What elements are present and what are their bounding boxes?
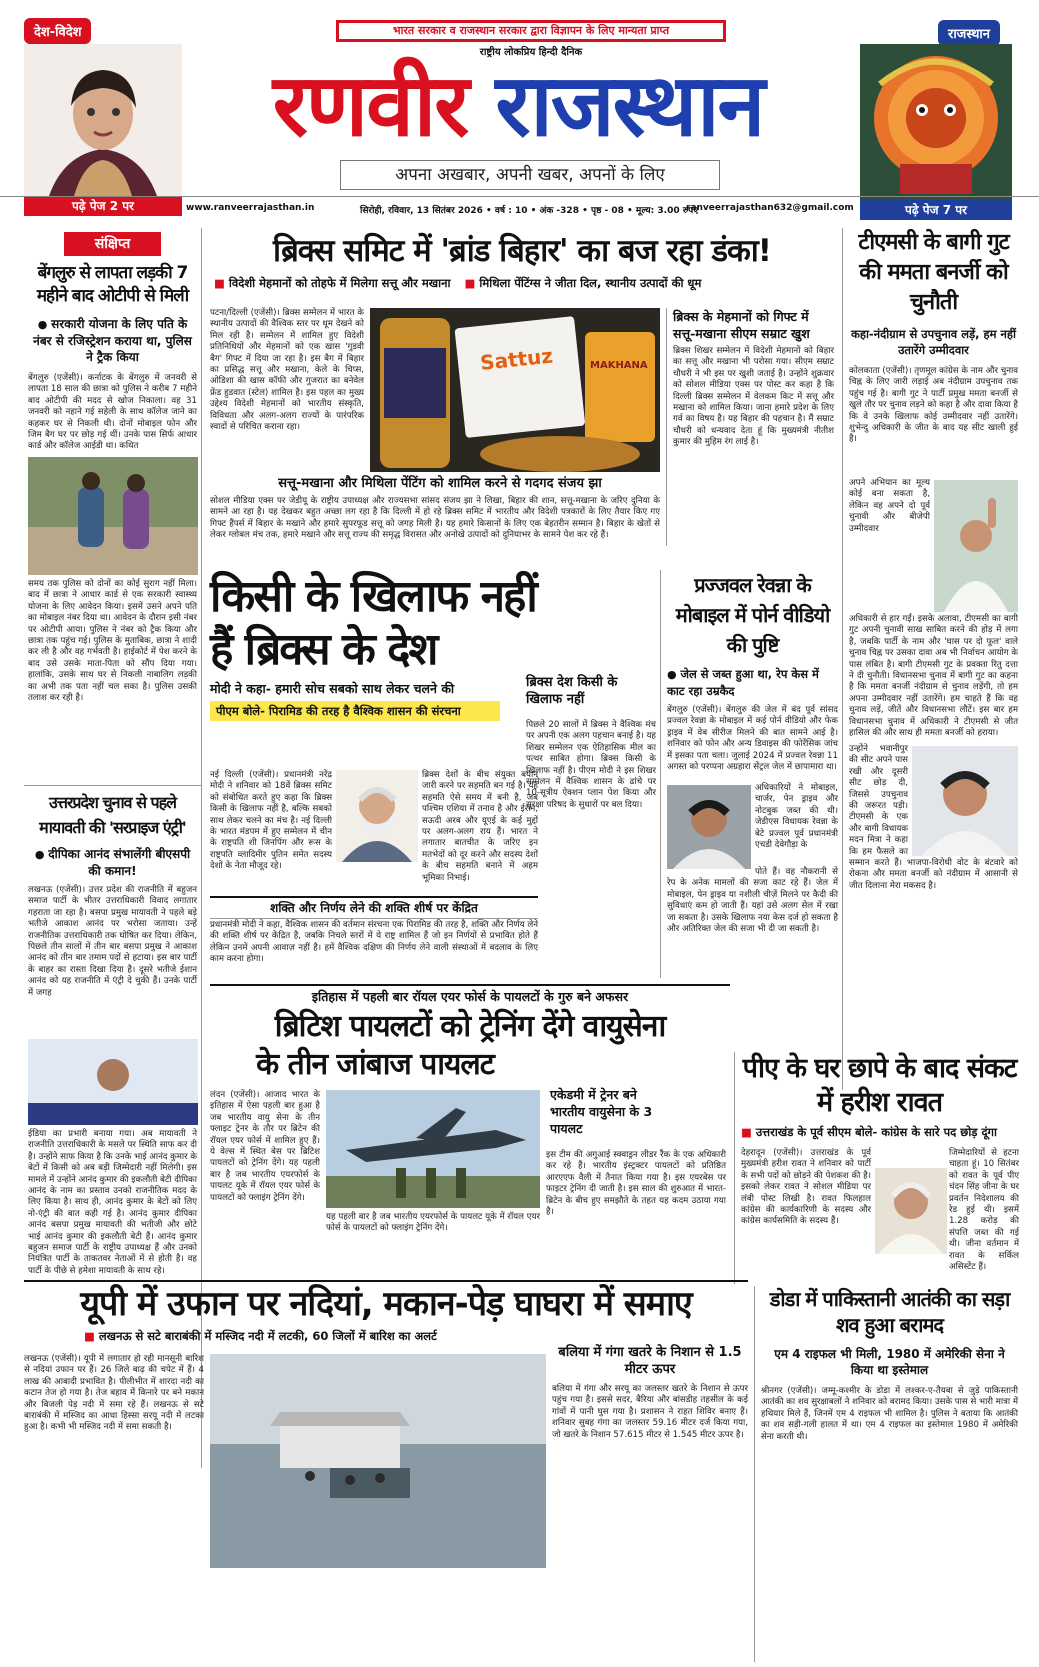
paper-title: [178, 56, 858, 156]
rawat-body-2: जिम्मेदारियों से हटना चाहता हूं। 10 सितंबर को रावत के पूर्व पीए चंदन सिंह जीना के घर प्रवर्तन निदेशालय की रेड हुई थी। इसमें 1.28 करोड़ की संपत्ति जब्त की गई थी। जीना वर्तमान में रावत के सर्किल असिस्टेंट हैं।: [949, 1148, 1019, 1273]
section-tag-desh-videsh[interactable]: देश-विदेश: [24, 18, 91, 44]
brics-nation-band-body: प्रधानमंत्री मोदी ने कहा, वैश्विक शासन की वर्तमान संरचना एक पिरामिड की तरह है, शक्ति और निर्णय लेने की शक्ति शीर्ष पर केंद्रित है, जबकि निचले स्तरों में ये राष्ट्र शामिल हैं जो इन निर्णयों से प्रभावित होते हैं लेकिन उनमें अपनी आवाज़ नहीं है। हमें वैश्विक दक्षिण की निर्णय लेने वाली संस्थाओं में बदलाव के लिए काम करना होगा।: [210, 920, 538, 965]
iaf-headline-1[interactable]: ब्रिटिश पायलटों को ट्रेनिंग देंगे वायुसेना: [274, 1009, 666, 1044]
brics-brand-side-body: ब्रिक्स शिखर सम्मेलन में विदेशी मेहमानों को बिहार का सत्तू और मखाना भी परोसा गया। सीएम सम्राट चौधरी ने भी इस पर खुशी जताई है। उन्होंने शुक्रवार को सोशल मीडिया एक्स पर पोस्ट कर कहा है कि दिल्ली ब्रिक्स सम्मेलन में वेलकम किट में सत्तू और मखाना को शामिल किया। जाना हमारे प्रदेश के लिए गर्व का विषय है। यह बिहार की पहचान है। मैं सम्राट चौधरी को धन्यवाद देता हूं कि मुख्यमंत्री नीतीश कुमार की मुहिम रंग लाई है।: [673, 346, 834, 448]
brics-nation-body: नई दिल्ली (एजेंसी)। प्रधानमंत्री नरेंद्र मोदी ने शनिवार को 18वें ब्रिक्स समिट को संबोधित करते हुए कहा कि ब्रिक्स किसी के खिलाफ नहीं है, बल्कि सबको साथ लेकर चलने का मंच है। नई दिल्ली के भारत मंडपम में हुए सम्मेलन में चीन के राष्ट्रपति शी जिनपिंग और रूस के राष्ट्रपति व्लादिमीर पुतिन समेत सदस्य देशों के नेता मौजूद रहे।: [210, 770, 332, 872]
brics-brand-body: पटना/दिल्ली (एजेंसी)। ब्रिक्स सम्मेलन में भारत के स्थानीय उत्पादों की वैश्विक स्तर पर धूम देखने को मिल रही है। सम्मेलन में शामिल हुए विदेशी प्रतिनिधियों और मेहमानों को एक खास 'गुडवी बैग' गिफ्ट में दिया जा रहा है। इस बैग में बिहार का प्रसिद्ध सत्तू और मखाना, केले के चिप्स, ओडिशा की खास कॉफी और गुजरात का बनेवेल फ्रेंड हुडवात (स्टेल) शामिल है। इस पहल का मुख्य उद्देश्य विदेशी मेहमानों को भारतीय संस्कृति, विविधता और अलग-अलग राज्यों के पारंपरिक स्वादों से परिचित कराना रहा।: [210, 308, 364, 433]
tmc-body-3: उन्होंने भवानीपुर की सीट अपने पास रखी और दूसरी सीट छोड़ दी, जिससे उपचुनाव की जरूरत पड़ी। टीएमसी के एक और बागी विधायक मदन मित्रा ने कहा कि हम फैसले का सम्मान करते हैं। भाजपा-विरोधी वोट के बंटवारे को रोकना और ममता बनर्जी को नंदीग्राम में आसानी से जीत दिलाना मेरा मकसद है।: [849, 744, 1018, 891]
doda-body: श्रीनगर (एजेंसी)। जम्मू-कश्मीर के डोडा में लश्कर-ए-तैयबा से जुड़े पाकिस्तानी आतंकी का शव सुरक्षाबलों ने शनिवार को बरामद किया। उसके पास से भारी मात्रा में हथियार मिले हैं, जिनमें एम 4 राइफल भी शामिल है। पुलिस ने बताया कि आतंकी का शव सड़ी-गली हालत में था। एम 4 राइफल का इस्तेमाल 1980 में अमेरिकी सेना करती थी।: [761, 1386, 1018, 1442]
story-mayawati-headline[interactable]: उत्तरप्रदेश चुनाव से पहले मायावती की 'सरप्राइज एंट्री': [39, 793, 186, 837]
brics-nation-body-2: ब्रिक्स देशों के बीच संयुक्त बयान जारी करने पर सहमति बन गई है। यह सहमति ऐसे समय में बनी है, जब पश्चिम एशिया में तनाव है और ईरान, सऊदी अरब और यूएई के कई मुद्दों पर अलग-अलग राय हैं। भारत ने लगातार बातचीत के जरिए इन मतभेदों को दूर करने और सदस्य देशों के बीच सहमति बनाने में अहम भूमिका निभाई।: [422, 770, 538, 883]
doda-headline[interactable]: डोडा में पाकिस्तानी आतंकी का सड़ा शव हुआ बरामद: [769, 1287, 1010, 1337]
story-mayawati-sub: ● दीपिका आनंद संभालेंगी बीएसपी की कमान!: [24, 840, 201, 885]
prajwal-headline[interactable]: प्रज्जवल रेवन्ना के मोबाइल में पोर्न वीडियो की पुष्टि: [675, 573, 830, 657]
tmc-sub: कहा-नंदीग्राम से उपचुनाव लड़ें, हम नहीं उतारेंगे उम्मीदवार: [851, 327, 1016, 357]
brics-gift-photo: [370, 308, 660, 472]
story-bengaluru-body-2: समय तक पुलिस को दोनों का कोई सुराग नहीं मिला। बाद में छात्रा ने आधार कार्ड से एक सरकारी स्वास्थ्य योजना के लिए आवेदन किया। इसमें उसने अपने पति का मोबाइल नंबर दिया था। आवेदन के दौरान इसी नंबर पर ओटीपी आया। पुलिस ने नंबर को ट्रैक किया और छात्रा तक पहुंच गई। पुलिस के मुताबिक, छात्रा ने शादी कर ली है और वह गर्भवती है। हाईकोर्ट में पेश करने के बाद उसे उसके माता-पिता को सौंप दिया गया। हालांकि, उसके साथ घर से निकली नाबालिग लड़की का अभी तक पता नहीं चल सका है। पुलिस उसकी तलाश कर रही है।: [28, 579, 197, 704]
rawat-photo: [875, 1168, 947, 1254]
tmc-body: कोलकाता (एजेंसी)। तृणमूल कांग्रेस के नाम और चुनाव चिह्न के लिए जारी लड़ाई अब नंदीग्राम उपचुनाव तक पहुंच गई है। बागी गुट ने पार्टी प्रमुख ममता बनर्जी से खुले तौर पर चुनाव लड़ने को कहा है और दावा किया है कि वे उनके खिलाफ कोई उम्मीदवार नहीं उतारेंगे। शुभेन्दु अधिकारी के जीत के बाद यह सीट खाली हुई है।: [849, 366, 1018, 445]
flood-side-body: बलिया में गंगा और सरयू का जलस्तर खतरे के निशान से ऊपर पहुंच गया है। इससे सदर, बैरिया और बांसडीह तहसील के कई गांवों में पानी घुस गया है। प्रशासन ने राहत शिविर बनाए हैं। शनिवार सुबह गंगा का जलस्तर 59.16 मीटर दर्ज किया गया, जो खतरे के निशान 57.615 मीटर से 1.545 मीटर ऊपर है।: [552, 1384, 748, 1440]
tmc-story: [842, 228, 1018, 1090]
iaf-story: [210, 984, 730, 1276]
masthead-rule: [0, 196, 1039, 197]
paper-title-blue: राजस्थान: [495, 56, 764, 156]
doda-story: [754, 1286, 1018, 1662]
slogan: अपना अखबार, अपनी खबर, अपनों के लिए: [340, 160, 720, 190]
brics-brand-side-headline[interactable]: ब्रिक्स के मेहमानों को गिफ्ट में सत्तू-मखाना सीएम सम्राट खुश: [673, 309, 810, 341]
prajwal-body: बेंगलुरु (एजेंसी)। बेंगलुरु की जेल में बंद पूर्व सांसद प्रज्वल रेवन्ना के मोबाइल में कई पोर्न वीडियो और फेक ड्राइव में वेब सीरीज मिलने की बात सामने आई है। शनिवार को फोन और अन्य डिवाइस की फोरेंसिक जांच में इसका पता चला। जुलाई 2024 में प्रज्वल रेवन्ना 11 अगस्त को परप्पना अग्रहारा सेंट्रल जेल में छापामारा था।: [667, 705, 838, 773]
flood-headline[interactable]: यूपी में उफान पर नदियां, मकान-पेड़ घाघरा में समाए: [80, 1284, 692, 1324]
brics-brand-sub-1: ■ विदेशी मेहमानों को तोहफे में मिलेगा सत्तू और मखाना: [214, 276, 451, 290]
prajwal-story: [660, 570, 838, 978]
story-mayawati-photo: [28, 1039, 198, 1125]
left-portrait-photo: [24, 44, 182, 196]
story-bengaluru-headline[interactable]: बेंगलुरु से लापता लड़की 7 महीने बाद ओटीपी से मिली: [36, 263, 189, 306]
website-link[interactable]: www.ranveerrajasthan.in: [186, 203, 315, 213]
iaf-jet-photo: [326, 1090, 540, 1208]
dateline: सिरोही, रविवार, 13 सितंबर 2026 • वर्ष : 10 • अंक -328 • पृष्ठ - 08 • मूल्य: 3.00 रुपए: [360, 206, 699, 216]
tmc-body-continued: अपने अभियान का मूल्य कोई बना सकता है, लेकिन वह अपने दो पूर्व चुनावी और बीजेपी उम्मीदवार: [849, 478, 930, 534]
brics-nation-side-head: ब्रिक्स देश किसी के खिलाफ नहीं: [526, 675, 618, 707]
section-tag-rajasthan[interactable]: राजस्थान: [938, 20, 1000, 46]
flood-body: लखनऊ (एजेंसी)। यूपी में लगातार हो रही मानसूनी बारिश से नदियां उफान पर हैं। 26 जिले बाढ़ की चपेट में हैं। 4 लाख की आबादी प्रभावित है। पीलीभीत में शारदा नदी का कटान तेज हो गया है। तेज बहाव में किनारे पर बने मकान और बिजली पेड़ नदी में समा रहे हैं। लखनऊ से सटे बाराबंकी में मस्जिद का आधा हिस्सा सरयू नदी में लटका हुआ है। कभी भी मस्जिद नदी में समा सकती है।: [24, 1354, 204, 1433]
brics-brand-headline[interactable]: ब्रिक्स समिट में 'ब्रांड बिहार' का बज रहा डंका!: [273, 233, 771, 269]
divider: [24, 785, 201, 786]
brics-brand-bihar: [210, 228, 834, 566]
brics-brand-caption-body: सोशल मीडिया एक्स पर जेडीयू के राष्ट्रीय उपाध्यक्ष और राज्यसभा सांसद संजय झा ने लिखा, बिहार की शान, सत्तू-मखाना के जरिए दुनिया के सामने आ रहा है। यह देखकर बहुत अच्छा लग रहा है कि दिल्ली में हो रहे ब्रिक्स समिट में भारतीय और विदेशी पत्रकारों के लिए तैयार किए गए गिफ्ट हैंपर्स में बिहार के मखाने और हमारे सुपरफूड सत्तू को जगह मिली है। यह हमारे किसानों के लिए एक बेहतरीन सम्मान है। बिहार के खेतों से लेकर ग्लोबल मंच तक, हमारे मखाने और सत्तू राज्य की समृद्ध विरासत और अनोखे उत्पादों को दुनियाभर के सामने पेश कर रहे हैं।: [210, 496, 660, 541]
story-mayawati-body: लखनऊ (एजेंसी)। उत्तर प्रदेश की राजनीति में बहुजन समाज पार्टी के भीतर उत्तराधिकारी विवाद लगातार गहराता जा रहा है। बसपा प्रमुख मायावती ने पहले बड़े भतीजे आकाश आनंद पर भरोसा जताया। उन्हें राजनीतिक उत्तराधिकारी तक घोषित कर दिया। लेकिन, पिछले तीन सालों में तीन बार बसपा प्रमुख ने आकाश आनंद को तीन बार तमाम पदों से हटाया। इस बार पार्टी के बाहर का रास्ता दिखा दिया है। दूसरे भतीजे ईशान आनंद को यह राजनीति में एंट्री दे चुकी हैं। उनके पार्टी में जगह: [28, 885, 197, 998]
flood-sub: ■ लखनऊ से सटे बाराबंकी में मस्जिद नदी में लटकी, 60 जिलों में बारिश का अलर्ट: [84, 1329, 437, 1343]
rawat-story: [734, 1052, 1018, 1284]
rawat-headline[interactable]: पीए के घर छापे के बाद संकट में हरीश रावत: [742, 1053, 1017, 1118]
packet-label-sattuz: Sattuz: [478, 343, 554, 376]
brics-brand-subs: [214, 276, 830, 291]
brics-brand-caption-head: सत्तू-मखाना और मिथिला पेंटिंग को शामिल करने से गदगद संजय झा: [278, 476, 602, 491]
prajwal-body-2: पोते हैं। वह नौकरानी से रेप के अनेक मामलों की सजा काट रहे हैं। जेल में मोबाइल, पेन ड्राइव या नशीली चीज़ें मिलने पर कैदी की सुविधाएं कम हो जाती हैं। यहां उसे अलग सेल में रखा जा सकता है। उसके खिलाफ नया केस दर्ज हो सकता है और अतिरिक्त जेल की सजा भी दी जा सकती है।: [667, 867, 838, 935]
modi-photo: [336, 770, 418, 862]
iaf-side-headline: एकेडमी में ट्रेनर बने भारतीय वायुसेना के 3 पायलट: [550, 1087, 653, 1136]
brics-nation-side-body: पिछले 20 सालों में ब्रिक्स ने वैश्विक मंच पर अपनी एक अलग पहचान बनाई है। यह शिखर सम्मेलन एक ऐतिहासिक मील का पत्थर साबित होगा। ब्रिक्स किसी के खिलाफ नहीं है। पीएम मोदी ने इस शिखर सम्मेलन में वैश्विक शासन के ढांचे पर 10-सूत्रीय ऐक्शन प्लान पेश किया और सुरक्षा परिषद के सुधारों पर बल दिया।: [526, 720, 656, 810]
prajwal-photo: [667, 785, 751, 869]
iaf-headline-2[interactable]: के तीन जांबाज पायलट: [256, 1047, 494, 1082]
brics-nation-headline-2[interactable]: हैं ब्रिक्स के देश: [210, 624, 437, 675]
left-more-link[interactable]: पढ़े पेज 2 पर: [24, 196, 182, 216]
rawat-sub: ■ उत्तराखंड के पूर्व सीएम बोले- कांग्रेस के सारे पद छोड़ दूंगा: [741, 1125, 998, 1139]
iaf-body: लंदन (एजेंसी)। आजाद भारत के इतिहास में ऐसा पहली बार हुआ है जब भारतीय वायु सेना के तीन फ्लाइट ट्रेनर के तौर पर ब्रिटेन की रॉयल एयर फोर्स में शामिल हुए हैं। ये वेल्स में स्थित बेस पर ब्रिटिश पायलटों को ट्रेनिंग देंगे। यह पहली बार है जब भारतीय एयरफोर्स के पायलट यूके में रॉयल एयर फोर्स के पायलटों को फ्लाइंग ट्रेनिंग देंगे।: [210, 1090, 320, 1203]
paper-title-red: रणवीर: [272, 56, 468, 156]
story-bengaluru-body: बेंगलुरु (एजेंसी)। कर्नाटक के बेंगलुरु में जनवरी से लापता 18 साल की छात्रा को पुलिस ने करीब 7 महीने बाद ओटीपी की मदद से खोज निकाला। वह 31 जनवरी को नहाने गई सहेली के साथ कॉलेज जाने का कहकर घर से निकली थी। दोनों मोबाइल फोन और जिम बैग घर पर छोड़ गई थीं। उनके पास सिर्फ आधार कार्ड और कॉलेज आईडी था। कथित: [28, 373, 197, 452]
brics-brand-sub-2: ■ मिथिला पेंटिंग्स ने जीता दिल, स्थानीय उत्पादों की धूम: [464, 276, 702, 290]
email-link[interactable]: ranveerrajasthan632@gmail.com: [686, 203, 854, 213]
accreditation-notice: भारत सरकार व राजस्थान सरकार द्वारा विज्ञापन के लिए मान्यता प्राप्त: [336, 20, 726, 42]
iaf-kicker: इतिहास में पहली बार रॉयल एयर फोर्स के पायलटों के गुरु बने अफसर: [311, 989, 629, 1004]
tmc-body-2: अधिकारी से हार गईं। इसके अलावा, टीएमसी का बागी गुट अपनी चुनावी साख साबित करने की होड़ में लगा है, जबकि पार्टी के नाम और 'घास पर दो फूल' वाले चुनाव चिह्न पर उसका दावा अब भी निर्वाचन आयोग के पास लंबित है। बागी टीएमसी गुट के प्रवक्ता रितु दत्ता ने दी चुनौती। विधानसभा चुनाव में बागी गुट का कहना है कि ममता बनर्जी नंदीग्राम से चुनाव लड़ेंगी, तो हम अपना उम्मीदवार नहीं उतारेंगे। हम चाहते हैं कि वह चुनाव लड़ें, जीतें और विधानसभा लौटें। इस बार हम विधानसभा चुनाव में अधिकारी ने टीएमसी से जीत हासिल की और साथ ही ममता बनर्जी को हराया।: [849, 614, 1018, 739]
flood-side-headline: बलिया में गंगा खतरे के निशान से 1.5 मीटर ऊपर: [558, 1345, 742, 1377]
tmc-rebel-photo: [912, 746, 1018, 856]
story-bengaluru-sub: ● सरकारी योजना के लिए पति के नंबर से रजिस्ट्रेशन कराया था, पुलिस ने ट्रैक किया: [24, 308, 201, 373]
doda-sub: एम 4 राइफल भी मिली, 1980 में अमेरिकी सेना ने किया था इस्तेमाल: [774, 1347, 1005, 1377]
flood-story: [24, 1280, 748, 1662]
brics-brand-side-box: [666, 308, 834, 546]
tagline: राष्ट्रीय लोकप्रिय हिन्दी दैनिक: [479, 47, 583, 58]
story-bengaluru-photo: [28, 457, 198, 575]
rawat-body: देहरादून (एजेंसी)। उत्तराखंड के पूर्व मुख्यमंत्री हरीश रावत ने शनिवार को पार्टी के सभी पदों को छोड़ने की पेशकश की है। इसको लेकर रावत ने सोशल मीडिया पर लंबी पोस्ट लिखी है। रावत फिलहाल कांग्रेस की कार्यकारिणी के सदस्य और कांग्रेस कार्यसमिति के सदस्य हैं।: [741, 1148, 871, 1227]
prajwal-sub: ● जेल से जब्त हुआ था, रेप केस में काट रहा उम्रकैद: [667, 666, 838, 699]
masthead: [0, 0, 1039, 222]
brics-nation-headline-1[interactable]: किसी के खिलाफ नहीं: [210, 571, 536, 622]
packet-label-makhana: MAKHANA: [590, 360, 648, 371]
story-mayawati-body-2: ईडिया का प्रभारी बनाया गया। अब मायावती ने राजनीति उत्तराधिकारी के मसले पर स्थिति साफ कर दी है। उन्होंने साफ किया है कि उनके भाई आनंद कुमार के बेटों में किसी को अब बड़ी जिम्मेदारी नहीं मिलेगी। इस मामले में उन्होंने आनंद कुमार की इकलौती बेटी दीपिका आनंद के नाम का प्रस्ताव उनको राजनीतिक मदद के लिए किया है। साथ ही, आनंद कुमार के बेटों को लिए नो-एंट्री की बात कही गई है। आनंद कुमार दीपिका आनंद बसपा प्रमुख मायावती की भतीजी और छोटे भाई आनंद कुमार की इकलौती बेटी हैं। आनंद कुमार बहुजन समाज पार्टी के राष्ट्रीय उपाध्यक्ष हैं और उनको नियंत्रित पार्टी के ताकतवर नेताओं में से होती है। वह पार्टी के पीछे से हमेशा मायावती के साथ रहे।: [28, 1129, 197, 1276]
iaf-photo-caption: यह पहली बार है जब भारतीय एयरफोर्स के पायलट यूके में रॉयल एयर फोर्स के पायलटों को फ्लाइंग ट्रेनिंग देंगे।: [326, 1212, 540, 1234]
tmc-headline[interactable]: टीएमसी के बागी गुट की ममता बनर्जी को चुनौती: [858, 230, 1009, 315]
flood-photo: [210, 1354, 546, 1568]
brics-nation-band: शक्ति और निर्णय लेने की शक्ति शीर्ष पर केंद्रित: [210, 896, 538, 919]
iaf-side-body: इस टीम की अगुआई स्क्वाड्रन लीडर रैंक के एक अधिकारी कर रहे हैं। भारतीय इंस्ट्रक्टर पायलटों को प्रतिष्ठित आरएएफ वैली में तैनात किया गया है। इस एयरबेस पर फाइटर ट्रेनिंग दी जाती है। इस साल की शुरुआत में भारत-ब्रिटेन के बीच हुए समझौते के तहत यह कदम उठाया गया है।: [546, 1150, 726, 1218]
tmc-mamata-photo: [934, 480, 1018, 612]
brics-nation-yellow-strap: पीएम बोले- पिरामिड की तरह है वैश्विक शासन की संरचना: [210, 701, 500, 721]
brics-nation-sub: मोदी ने कहा- हमारी सोच सबको साथ लेकर चलने की: [210, 681, 455, 696]
right-more-link[interactable]: पढ़े पेज 7 पर: [860, 200, 1012, 220]
prajwal-body-mid: अधिकारियों ने मोबाइल, चार्जर, पेन ड्राइव और नोटबुक जब्त की थी। जेडीएस विधायक रेवन्ना के बेटे प्रज्वल पूर्व प्रधानमंत्री एचडी देवेगौड़ा के: [755, 783, 838, 851]
sankshipt-label: संक्षिप्त: [64, 232, 161, 256]
right-deity-photo: [860, 44, 1012, 200]
